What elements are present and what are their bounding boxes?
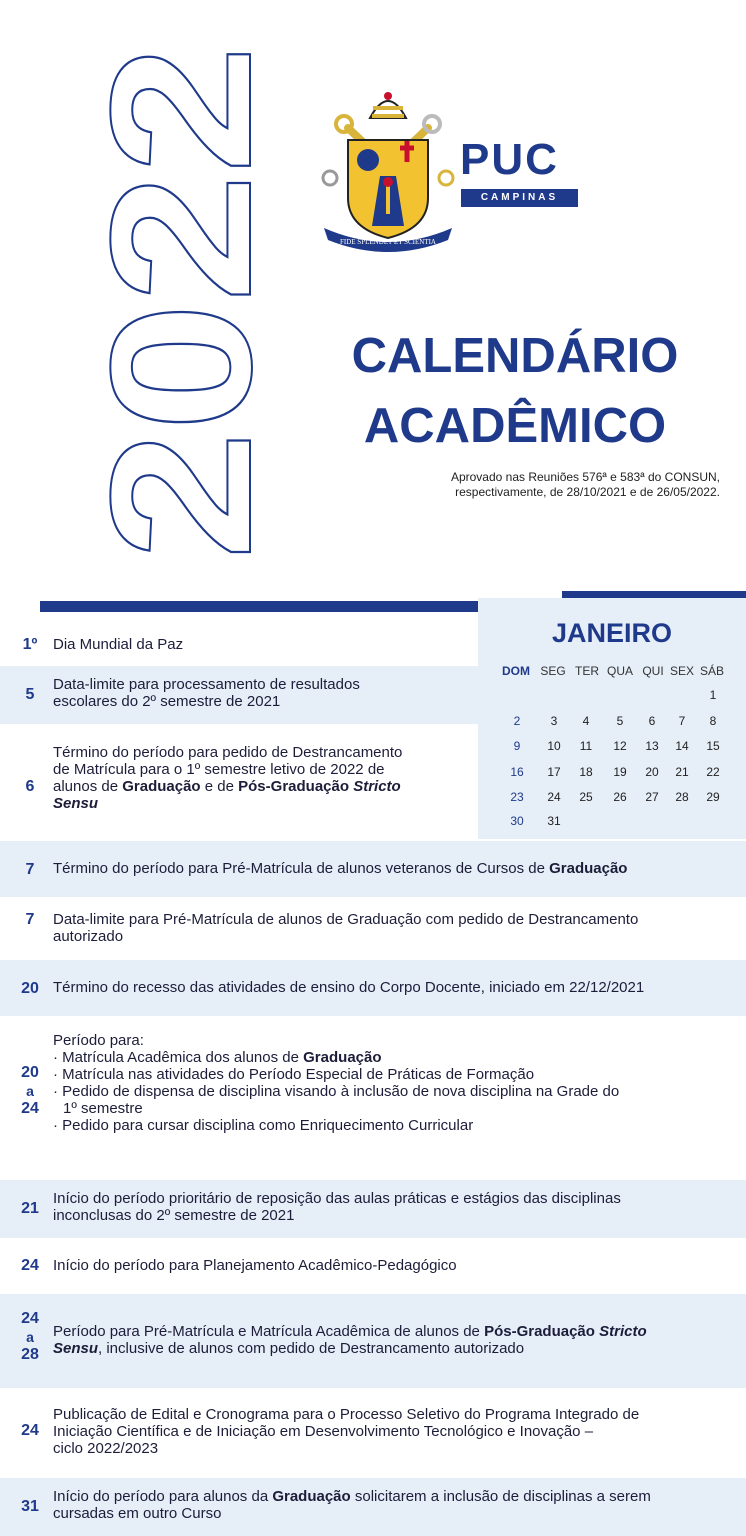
weekday-label: QUA (606, 664, 633, 678)
event-day: 31 (21, 1498, 39, 1515)
event-line: ciclo 2022/2023 (53, 1440, 159, 1457)
calendar-day: 2 (513, 714, 521, 728)
calendar-day: 29 (706, 790, 720, 804)
event-fragment: e de (200, 778, 239, 795)
calendar-day: 8 (709, 714, 717, 728)
event-line: Iniciação Científica e de Iniciação em Desenvolvimento Tecnológico e Inovação – (53, 1423, 594, 1440)
event-bold: Graduação (122, 778, 201, 795)
weekday-label: SEG (540, 664, 566, 678)
approval-note-line1: Aprovado nas Reuniões 576ª e 583ª do CONSUN, (450, 470, 720, 484)
event-text (53, 1406, 639, 1457)
event-fragment: · Matrícula Acadêmica dos alunos de (53, 1049, 304, 1066)
event-line: Início do período prioritário de reposição das aulas práticas e estágios das disciplinas (53, 1190, 621, 1207)
calendar-day: 22 (706, 765, 720, 779)
event-line (53, 1340, 647, 1357)
event-day: 7 (25, 911, 35, 928)
event-line: inconclusas do 2º semestre de 2021 (53, 1207, 295, 1224)
event-day-to: 24 (21, 1100, 39, 1117)
event-line: Data-limite para processamento de resultados (53, 676, 360, 693)
event-line: · Pedido para cursar disciplina como Enriquecimento Curricular (53, 1117, 474, 1134)
calendar-day: 23 (510, 790, 524, 804)
event-day: 24 (21, 1422, 39, 1439)
event-bold: Graduação (272, 1488, 351, 1505)
calendar-day: 31 (547, 814, 561, 828)
year-text: 2022 (70, 115, 293, 560)
event-day: 6 (25, 778, 35, 795)
event-bold: Graduação (549, 860, 628, 877)
event-line: Data-limite para Pré-Matrícula de alunos de Graduação com pedido de Destrancamento (53, 911, 639, 928)
calendar-day: 16 (510, 765, 524, 779)
calendar-day: 27 (645, 790, 659, 804)
event-day: 20 (21, 980, 39, 997)
event-line (53, 860, 627, 877)
approval-note (300, 470, 720, 500)
event-line: Período para: (53, 1032, 144, 1049)
calendar-day: 3 (550, 714, 558, 728)
calendar-day: 26 (613, 790, 627, 804)
event-day-range (14, 1310, 46, 1364)
calendar-day: 5 (616, 714, 624, 728)
event-row (0, 1240, 746, 1292)
event-fragment: Período para Pré-Matrícula e Matrícula Acadêmica de alunos de (53, 1323, 485, 1340)
calendar-day: 12 (613, 739, 627, 753)
event-row (0, 900, 746, 958)
event-text (53, 1488, 651, 1522)
puc-crest-logo (318, 88, 458, 248)
month-calendar (478, 598, 746, 839)
event-line (53, 1488, 651, 1505)
event-italic: Stricto (353, 778, 401, 795)
event-day-sep: a (26, 1329, 34, 1345)
event-italic: Sensu (53, 1340, 99, 1357)
event-row (0, 960, 746, 1016)
calendar-day: 28 (675, 790, 689, 804)
weekday-label: DOM (502, 664, 530, 678)
event-line: autorizado (53, 928, 124, 945)
page-title-line1: CALENDÁRIO (351, 329, 679, 383)
event-line (53, 778, 402, 795)
event-text (53, 860, 627, 877)
event-fragment: Início do período para alunos da (53, 1488, 273, 1505)
event-text (53, 1032, 619, 1134)
calendar-day: 11 (579, 739, 593, 753)
motto-text: FIDE SPLENDET ET SCIENTIA (340, 238, 436, 246)
weekday-label: SÁB (699, 664, 724, 678)
event-line: de Matrícula para o 1º semestre letivo de 2022 de (53, 761, 385, 778)
event-fragment: alunos de (53, 778, 123, 795)
event-text (53, 1323, 647, 1357)
event-line (53, 1323, 647, 1340)
calendar-day: 10 (547, 739, 561, 753)
event-day-range (14, 1064, 46, 1118)
event-row (0, 1018, 746, 1178)
event-line: Dia Mundial da Paz (53, 636, 184, 653)
calendar-day: 21 (675, 765, 689, 779)
approval-note-line2: respectivamente, de 28/10/2021 e de 26/05/2022. (455, 485, 720, 499)
event-text (53, 744, 402, 812)
brand-name: PUC (460, 135, 559, 184)
event-day: 21 (21, 1200, 39, 1217)
event-line: 1º semestre (63, 1100, 143, 1117)
calendar-day: 4 (582, 714, 590, 728)
event-row (0, 1180, 746, 1238)
event-text (53, 1190, 621, 1224)
event-day: 5 (25, 686, 35, 703)
event-line: · Matrícula nas atividades do Período Especial de Práticas de Formação (53, 1066, 535, 1083)
calendar-month-title: JANEIRO (551, 618, 673, 648)
weekday-label: SEX (669, 664, 694, 678)
event-text (53, 636, 183, 653)
calendar-day: 20 (645, 765, 659, 779)
calendar-day: 9 (513, 739, 521, 753)
event-fragment: Término do período para Pré-Matrícula de alunos veteranos de Cursos de (53, 860, 550, 877)
event-fragment: , inclusive de alunos com pedido de Destrancamento autorizado (98, 1340, 525, 1357)
calendar-day: 19 (613, 765, 627, 779)
brand-subtitle: CAMPINAS (461, 189, 578, 207)
event-line: Término do período para pedido de Destrancamento (53, 744, 403, 761)
event-day: 7 (25, 861, 35, 878)
event-line: Início do período para Planejamento Acadêmico-Pedagógico (53, 1257, 457, 1274)
divider-bar-left (40, 601, 514, 612)
calendar-day: 25 (579, 790, 593, 804)
event-line: Término do recesso das atividades de ensino do Corpo Docente, iniciado em 22/12/2021 (53, 979, 645, 996)
event-row (0, 841, 746, 897)
event-line: Publicação de Edital e Cronograma para o Processo Seletivo do Programa Integrado de (53, 1406, 640, 1423)
event-day: 24 (21, 1257, 39, 1274)
event-day-from: 24 (21, 1310, 39, 1327)
calendar-day: 1 (709, 688, 717, 702)
event-day: 1º (22, 636, 38, 653)
event-day-to: 28 (21, 1346, 39, 1363)
event-text (53, 979, 644, 996)
event-text (53, 1257, 457, 1274)
calendar-day: 7 (678, 714, 686, 728)
weekday-label: QUI (642, 664, 664, 678)
calendar-day: 17 (547, 765, 561, 779)
event-italic: Sensu (53, 795, 99, 812)
event-row (0, 1294, 746, 1388)
event-text (53, 911, 638, 945)
event-bold: Pós-Graduação (484, 1323, 600, 1340)
event-text (53, 676, 360, 710)
calendar-day: 14 (675, 739, 689, 753)
calendar-day: 18 (579, 765, 593, 779)
event-line (53, 1049, 619, 1066)
calendar-day: 13 (645, 739, 659, 753)
year-background (60, 40, 293, 560)
event-fragment: solicitarem a inclusão de disciplinas a serem (350, 1488, 651, 1505)
event-bold: Graduação (303, 1049, 382, 1066)
event-day-sep: a (26, 1083, 34, 1099)
event-line: cursadas em outro Curso (53, 1505, 222, 1522)
calendar-day: 15 (706, 739, 720, 753)
event-line: · Pedido de dispensa de disciplina visando à inclusão de nova disciplina na Grade do (53, 1083, 620, 1100)
event-bold: Pós-Graduação (238, 778, 354, 795)
calendar-day: 6 (648, 714, 656, 728)
calendar-day: 30 (510, 814, 524, 828)
event-line: escolares do 2º semestre de 2021 (53, 693, 281, 710)
page-title-line2: ACADÊMICO (363, 399, 667, 453)
event-row (0, 1478, 746, 1536)
event-row (0, 1390, 746, 1476)
event-italic: Stricto (599, 1323, 647, 1340)
event-line (53, 795, 402, 812)
weekday-label: TER (575, 664, 599, 678)
event-day-from: 20 (21, 1064, 39, 1081)
calendar-day: 24 (547, 790, 561, 804)
